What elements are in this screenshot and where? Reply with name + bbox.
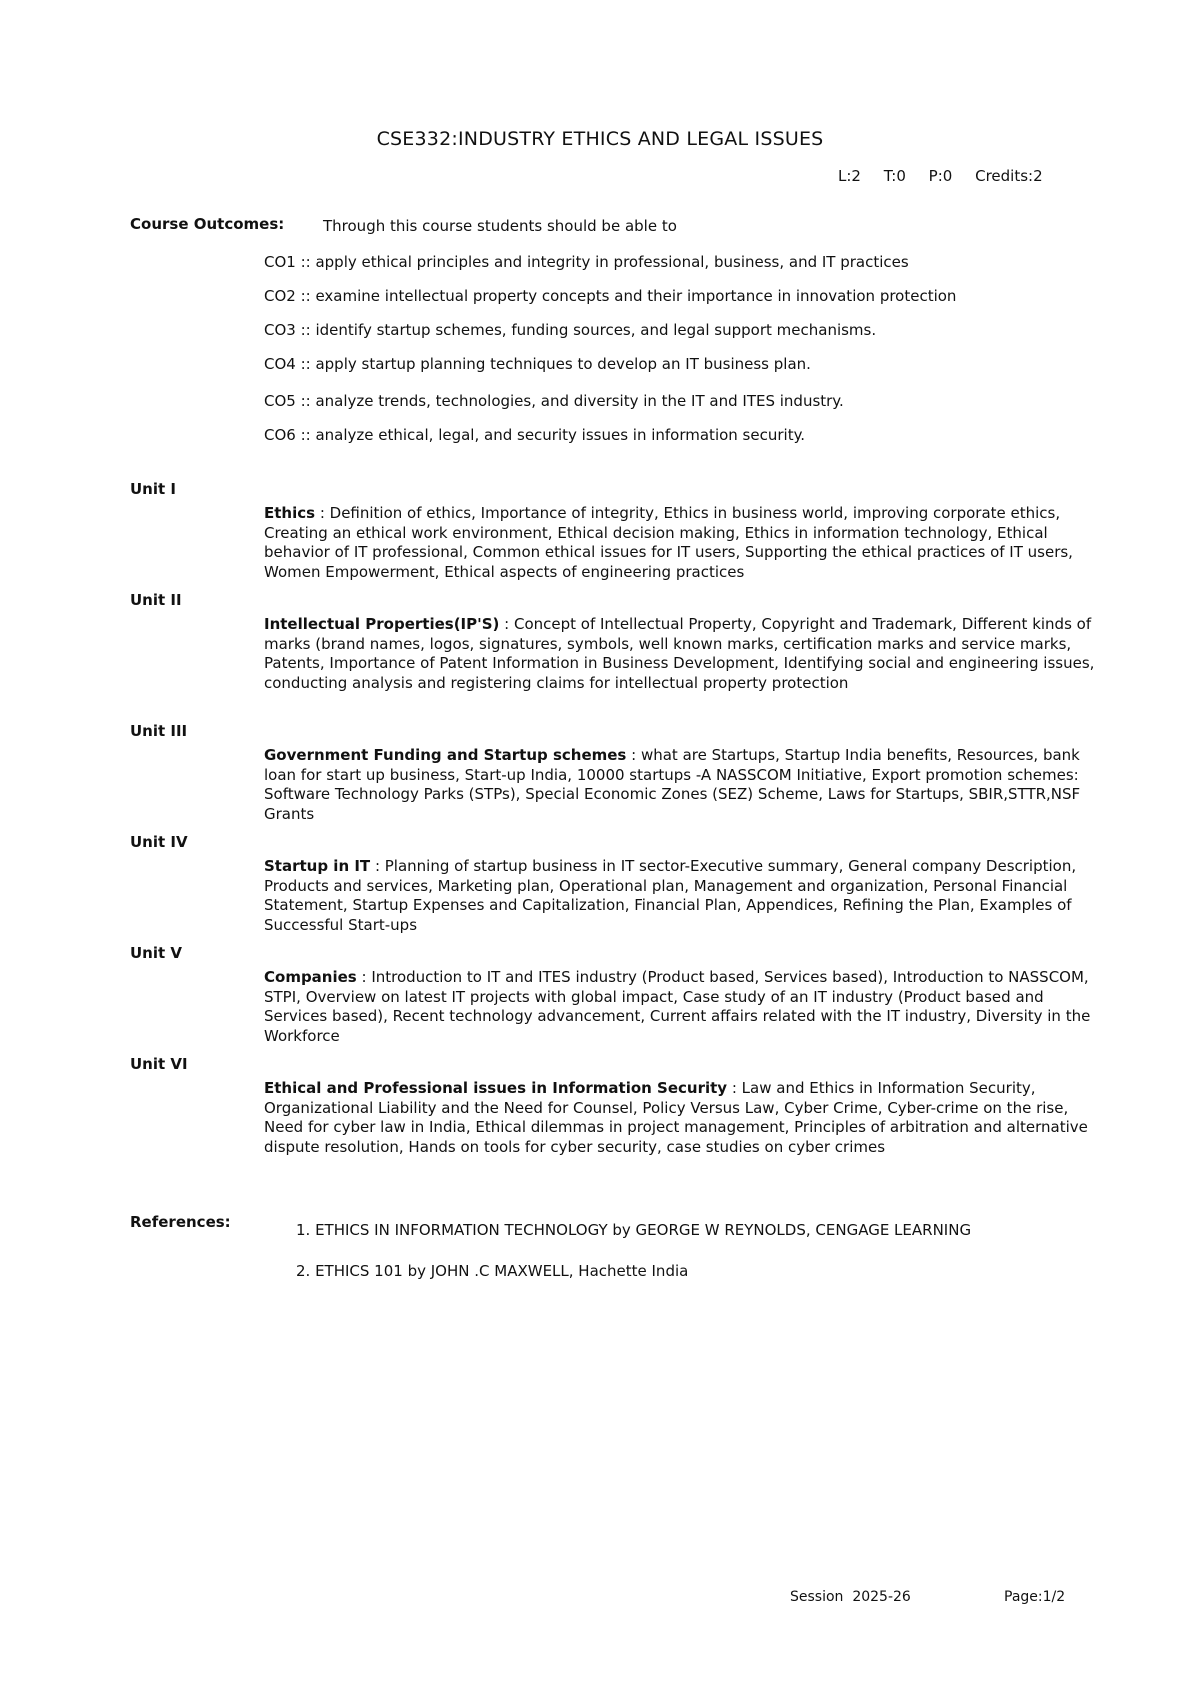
unit-1: [130, 480, 1100, 591]
unit-content: [264, 1079, 1100, 1157]
unit-text: : Concept of Intellectual Property, Copyright and Trademark, Different kinds of marks (brand names, logos, signatures, symbols, well known marks, certification marks and service marks, Patents, Importance of Patent Information in Business Development, Identifying social and engineering issues, conducting analysis and registering claims for intellectual property protection: [264, 615, 1095, 692]
unit-heading: Ethical and Professional issues in Information Security: [264, 1079, 728, 1097]
unit-heading: Government Funding and Startup schemes: [264, 746, 627, 764]
unit-text: : Law and Ethics in Information Security, Organizational Liability and the Need for Counsel, Policy Versus Law, Cyber Crime, Cyber-crime on the rise, Need for cyber law in India, Ethical dilemmas in project management, Principles of arbitration and alternative dispute resolution, Hands on tools for cyber security, case studies on cyber crimes: [264, 1079, 1088, 1156]
unit-label: Unit V: [130, 944, 183, 962]
tutorial-hours: T:0: [883, 167, 906, 185]
unit-text: : Planning of startup business in IT sector-Executive summary, General company Description, Products and services, Marketing plan, Operational plan, Management and organization, Personal Financial Statement, Startup Expenses and Capitalization, Financial Plan, Appendices, Refining the Plan, Examples of Successful Start-ups: [264, 857, 1077, 934]
unit-heading: Intellectual Properties(IP'S): [264, 615, 500, 633]
ltp-credits: [838, 167, 1061, 185]
unit-2: [130, 591, 1100, 722]
footer-session: Session 2025-26: [790, 1589, 911, 1605]
unit-text: : Definition of ethics, Importance of integrity, Ethics in business world, improving corporate ethics, Creating an ethical work environment, Ethical decision making, Ethics in information technology, Ethical behavior of IT professional, Common ethical issues for IT users, Supporting the ethical practices of IT users, Women Empowerment, Ethical aspects of engineering practices: [264, 504, 1073, 581]
references-list: [296, 1221, 1116, 1303]
course-outcome-item: CO6 :: analyze ethical, legal, and security issues in information security.: [264, 426, 806, 444]
unit-content: [264, 746, 1100, 824]
lecture-hours: L:2: [838, 167, 861, 185]
course-outcomes-label: Course Outcomes:: [130, 215, 285, 233]
course-outcome-item: CO4 :: apply startup planning techniques to develop an IT business plan.: [264, 355, 811, 373]
unit-label: Unit II: [130, 591, 182, 609]
course-outcome-item: CO5 :: analyze trends, technologies, and diversity in the IT and ITES industry.: [264, 392, 844, 410]
unit-3: [130, 722, 1100, 833]
course-outcome-item: CO1 :: apply ethical principles and integrity in professional, business, and IT practices: [264, 253, 909, 271]
course-outcome-item: CO3 :: identify startup schemes, funding sources, and legal support mechanisms.: [264, 321, 877, 339]
unit-heading: Startup in IT: [264, 857, 371, 875]
unit-label: Unit VI: [130, 1055, 188, 1073]
footer-page-number: Page:1/2: [1004, 1589, 1066, 1605]
unit-6: [130, 1055, 1100, 1186]
unit-content: [264, 504, 1100, 582]
course-title: CSE332:INDUSTRY ETHICS AND LEGAL ISSUES: [376, 128, 824, 150]
unit-5: [130, 944, 1100, 1055]
practical-hours: P:0: [928, 167, 953, 185]
unit-label: Unit IV: [130, 833, 188, 851]
unit-text: : Introduction to IT and ITES industry (Product based, Services based), Introduction to NASSCOM, STPI, Overview on latest IT projects with global impact, Case study of an IT industry (Product based and Services based), Recent technology advancement, Current affairs related with the IT industry, Diversity in the Workforce: [264, 968, 1091, 1045]
course-outcomes-intro: Through this course students should be able to: [323, 217, 677, 235]
unit-heading: Ethics: [264, 504, 316, 522]
reference-item: 2. ETHICS 101 by JOHN .C MAXWELL, Hachette India: [296, 1262, 689, 1280]
unit-content: [264, 857, 1100, 935]
course-outcome-item: CO2 :: examine intellectual property concepts and their importance in innovation protection: [264, 287, 957, 305]
credits: Credits:2: [975, 167, 1043, 185]
unit-label: Unit I: [130, 480, 176, 498]
unit-heading: Companies: [264, 968, 357, 986]
references-label: References:: [130, 1213, 231, 1231]
units-section: [130, 480, 1100, 1186]
unit-content: [264, 968, 1100, 1046]
unit-4: [130, 833, 1100, 944]
unit-label: Unit III: [130, 722, 188, 740]
unit-content: [264, 615, 1100, 693]
reference-item: 1. ETHICS IN INFORMATION TECHNOLOGY by GEORGE W REYNOLDS, CENGAGE LEARNING: [296, 1221, 972, 1239]
unit-text: : what are Startups, Startup India benefits, Resources, bank loan for start up business, Start-up India, 10000 startups -A NASSCOM Initiative, Export promotion schemes: Software Technology Parks (STPs), Special Economic Zones (SEZ) Scheme, Laws for Startups, SBIR,STTR,NSF Grants: [264, 746, 1081, 823]
course-outcomes-list: [264, 253, 1124, 460]
